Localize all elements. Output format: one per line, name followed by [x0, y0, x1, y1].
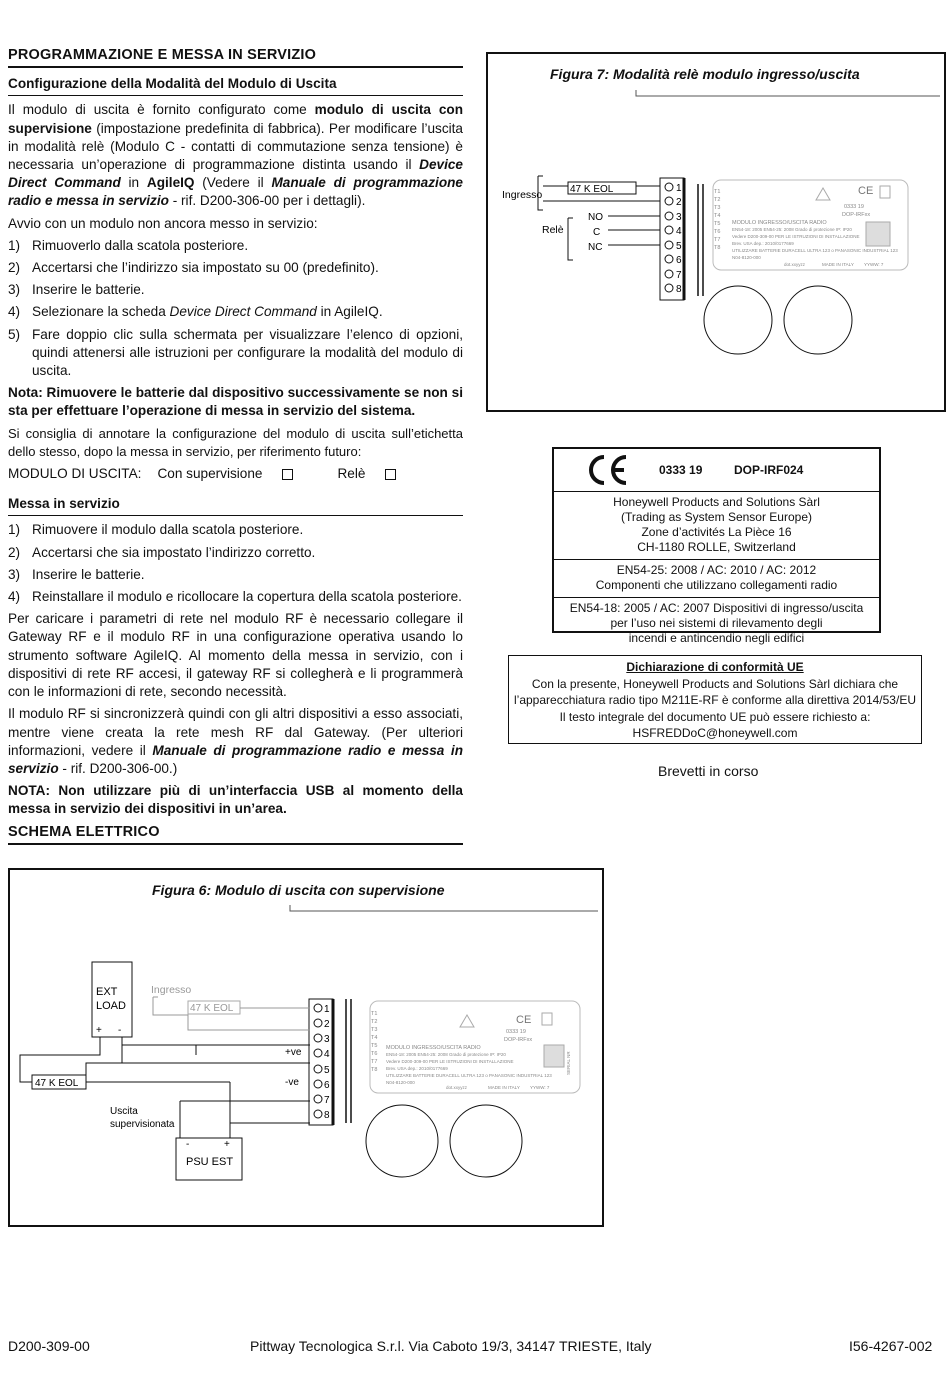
- declaration-line: l’apparecchiatura radio tipo M211E-RF è conforme alla direttiva 2014/53/EU: [514, 693, 916, 707]
- svg-text:T5: T5: [714, 221, 721, 227]
- list-item: 3) Inserire le batterie.: [8, 566, 145, 582]
- cert-code: 0333 19: [659, 463, 703, 477]
- svg-text:T1: T1: [371, 1011, 378, 1017]
- svg-text:EN54-18: 2005 EN54-25: 2008 Gr: EN54-18: 2005 EN54-25: 2008 Grado di protezione IP: IP20: [386, 1052, 506, 1057]
- declaration-email: HSFREDDoC@honeywell.com: [632, 726, 798, 740]
- relay-checkbox[interactable]: [385, 469, 396, 480]
- svg-text:T1: T1: [714, 189, 721, 195]
- svg-text:dot.xxyyzz: dot.xxyyzz: [784, 262, 806, 267]
- config-note: Nota: Rimuovere le batterie dal dispositivo successivamente se non si sta per effettuare l’operazione di messa in servizio del sistema.: [8, 385, 463, 419]
- f7-relay-label: Relè: [542, 224, 564, 236]
- svg-text:0333 19: 0333 19: [506, 1029, 526, 1035]
- psu-minus: -: [186, 1139, 190, 1150]
- svg-text:T6: T6: [714, 229, 721, 235]
- terminal-label: 4: [324, 1049, 330, 1060]
- terminal-label: 6: [676, 255, 682, 266]
- footer-doc-code: D200-309-00: [8, 1338, 90, 1354]
- f6-eol-top: 47 K EOL: [190, 1003, 234, 1014]
- svg-text:YYWW: 7: YYWW: 7: [530, 1085, 550, 1090]
- neg-ve-label: -ve: [285, 1077, 299, 1088]
- cert-standard-2: EN54-18: 2005 / AC: 2007 Dispositivi di ingresso/uscita per l’uso nei sistemi di rilevamento degli incendi e antincendio negli edifici: [569, 601, 864, 645]
- list-item: 4) Selezionare la scheda Device Direct Command in AgileIQ.: [8, 304, 383, 320]
- svg-text:CE: CE: [516, 1014, 532, 1026]
- terminal-label: 1: [676, 183, 682, 194]
- declaration-title: Dichiarazione di conformità UE: [626, 660, 804, 674]
- svg-text:MODULO INGRESSO/USCITA RADIO: MODULO INGRESSO/USCITA RADIO: [386, 1045, 481, 1051]
- svg-text:Vedere D200-309-00 PER LE ISTR: Vedere D200-309-00 PER LE ISTRUZIONI DI INSTALLAZIONE: [386, 1059, 514, 1064]
- commissioning-note: NOTA: Non utilizzare più di un’interfaccia USB al momento della messa in servizio dei dispositivi in un’area.: [8, 783, 463, 817]
- commissioning-paragraph-1: Per caricare i parametri di rete nel modulo RF è necessario collegare il Gateway RF e il modulo RF in una configurazione operativa usando lo strumento software AgileIQ. Al momento della messa in servizio, con i dispositivi di rete RF accesi, il gateway RF si collegherà e li programmerà con le informazioni di rete, secondo necessità.: [8, 611, 463, 700]
- f7-no-label: NO: [588, 212, 603, 223]
- terminal-label: 3: [324, 1034, 330, 1045]
- eu-declaration: [508, 655, 922, 744]
- terminal-label: 3: [676, 212, 682, 223]
- ext-load-plus: +: [96, 1025, 102, 1036]
- terminal-label: 4: [676, 226, 682, 237]
- f7-eol-label: 47 K EOL: [570, 184, 614, 195]
- mode-label: MODULO DI USCITA:: [8, 466, 142, 482]
- mode-options: [8, 465, 463, 483]
- svg-text:dot.xxyyzz: dot.xxyyzz: [446, 1085, 468, 1090]
- svg-text:Brev. USA dep.: 2010/0177669: Brev. USA dep.: 2010/0177669: [386, 1066, 448, 1071]
- supervised-checkbox[interactable]: [282, 469, 293, 480]
- terminal-label: 7: [676, 270, 682, 281]
- certification-label: [552, 447, 881, 645]
- cert-standard-1: EN54-25: 2008 / AC: 2010 / AC: 2012 Componenti che utilizzano collegamenti radio: [554, 560, 879, 598]
- figure-7-title: Figura 7: Modalità relè modulo ingresso/uscita: [550, 66, 860, 82]
- config-paragraph-3: Si consiglia di annotare la configurazione del modulo di uscita sull’etichetta dello stesso, dopo la messa in servizio, per riferimento futuro:: [8, 425, 463, 459]
- terminal-label: 5: [324, 1065, 330, 1076]
- svg-text:T3: T3: [371, 1027, 378, 1033]
- footer-part-number: I56-4267-002: [849, 1338, 933, 1354]
- supervised-output-label: supervisionata: [110, 1119, 175, 1130]
- ext-load-label: LOAD: [96, 1000, 126, 1012]
- terminal-label: 8: [676, 284, 682, 295]
- svg-text:T6: T6: [371, 1051, 378, 1057]
- cert-model: DOP-IRF024: [734, 463, 804, 477]
- svg-text:SERIAL NR: SERIAL NR: [566, 1051, 571, 1075]
- declaration-line: Con la presente, Honeywell Products and Solutions Sàrl dichiara che: [531, 676, 899, 691]
- supervised-output-label: Uscita: [110, 1106, 138, 1117]
- svg-text:EN54-18: 2005 EN54-25: 2008 Gr: EN54-18: 2005 EN54-25: 2008 Grado di protezione IP: IP20: [732, 227, 852, 232]
- ext-load-minus: -: [118, 1025, 122, 1036]
- svg-text:0333 19: 0333 19: [844, 204, 864, 210]
- f7-c-label: C: [593, 227, 601, 238]
- mode-option-relay: Relè: [337, 466, 366, 482]
- svg-text:CE: CE: [858, 185, 874, 197]
- svg-text:T7: T7: [371, 1059, 378, 1065]
- footer-address: Pittway Tecnologica S.r.l. Via Caboto 19/3, 34147 TRIESTE, Italy: [250, 1338, 652, 1354]
- f6-input-label: Ingresso: [151, 984, 192, 996]
- svg-text:T2: T2: [714, 197, 721, 203]
- svg-text:N04-8120-000: N04-8120-000: [386, 1080, 415, 1085]
- pos-ve-label: +ve: [285, 1047, 302, 1058]
- cert-address: Honeywell Products and Solutions Sàrl (Trading as System Sensor Europe) Zone d’activités La Pièce 16 CH-1180 ROLLE, Switzerland: [554, 492, 879, 560]
- config-paragraph-1: Il modulo di uscita è fornito configurato come modulo di uscita con supervisione (impostazione predefinita di fabbrica). Per modificare l’uscita in modalità relè (Modulo C - contatti di commutazione senza tensione) è necessaria un’operazione di programmazione distinta usando il Device Direct Command in AgileIQ (Vedere il Manuale di programmazione radio e messa in servizio - rif. D200-306-00 per i dettagli).: [8, 102, 463, 209]
- svg-text:T2: T2: [371, 1019, 378, 1025]
- svg-text:MADE IN ITALY: MADE IN ITALY: [822, 262, 854, 267]
- svg-text:Vedere D200-309-00 PER LE ISTR: Vedere D200-309-00 PER LE ISTRUZIONI DI INSTALLAZIONE: [732, 234, 860, 239]
- terminal-label: 1: [324, 1004, 330, 1015]
- list-item: 4) Reinstallare il modulo e ricollocare la copertura della scatola posteriore.: [8, 589, 462, 605]
- terminal-label: 6: [324, 1080, 330, 1091]
- left-column: [8, 46, 463, 852]
- cert-header: [554, 449, 879, 492]
- terminal-label: 7: [324, 1095, 330, 1106]
- svg-text:DOP-IRFxx: DOP-IRFxx: [842, 212, 871, 218]
- list-item: 2) Accertarsi che l’indirizzo sia impostato su 00 (predefinito).: [8, 260, 379, 276]
- svg-text:UTILIZZARE BATTERIE DURACELL U: UTILIZZARE BATTERIE DURACELL ULTRA 123 o PANASONIC INDUSTRIAL 123: [732, 248, 898, 253]
- psu-label: PSU EST: [186, 1156, 234, 1168]
- commissioning-paragraph-2: Il modulo RF si sincronizzerà quindi con gli altri dispositivi a esso associati, mentre viene creata la rete mesh RF dal Gateway. (Per ulteriori informazioni, vedere il Manuale di programmazione radio e messa in servizio - rif. D200-306-00.): [8, 706, 464, 776]
- svg-text:T4: T4: [371, 1035, 378, 1041]
- svg-text:DOP-IRFxx: DOP-IRFxx: [504, 1037, 533, 1043]
- svg-text:T5: T5: [371, 1043, 378, 1049]
- svg-text:T4: T4: [714, 213, 721, 219]
- figure-6-title: Figura 6: Modulo di uscita con supervisione: [152, 882, 445, 898]
- list-item: 1) Rimuoverlo dalla scatola posteriore.: [8, 237, 249, 253]
- list-item: 2) Accertarsi che sia impostato l’indirizzo corretto.: [8, 544, 316, 560]
- svg-text:T7: T7: [714, 237, 721, 243]
- svg-text:N04-8120-000: N04-8120-000: [732, 255, 761, 260]
- commissioning-heading: Messa in servizio: [8, 495, 463, 516]
- figure-7-diagram: [488, 90, 940, 406]
- svg-text:UTILIZZARE BATTERIE DURACELL U: UTILIZZARE BATTERIE DURACELL ULTRA 123 o PANASONIC INDUSTRIAL 123: [386, 1073, 552, 1078]
- list-item: 3) Inserire le batterie.: [8, 282, 145, 298]
- wiring-title: SCHEMA ELETTRICO: [8, 823, 463, 845]
- svg-text:YYWW: 7: YYWW: 7: [864, 262, 884, 267]
- svg-text:T8: T8: [714, 245, 721, 251]
- terminal-label: 8: [324, 1110, 330, 1121]
- terminal-label: 2: [324, 1019, 330, 1030]
- list-item: 1) Rimuovere il modulo dalla scatola posteriore.: [8, 522, 304, 538]
- svg-text:MADE IN ITALY: MADE IN ITALY: [488, 1085, 520, 1090]
- terminal-label: 5: [676, 241, 682, 252]
- ext-load-label: EXT: [96, 986, 118, 998]
- figure-6-diagram: [10, 905, 598, 1221]
- svg-text:T8: T8: [371, 1067, 378, 1073]
- declaration-line: Il testo integrale del documento UE può essere richiesto a:: [559, 709, 871, 724]
- f7-input-label: Ingresso: [502, 189, 543, 201]
- svg-text:MODULO INGRESSO/USCITA RADIO: MODULO INGRESSO/USCITA RADIO: [732, 220, 827, 226]
- svg-text:T3: T3: [714, 205, 721, 211]
- section-title: PROGRAMMAZIONE E MESSA IN SERVIZIO: [8, 46, 463, 68]
- list-item: 5) Fare doppio clic sulla schermata per visualizzare l’elenco di opzioni, quindi attenersi alle istruzioni per configurare la modalità del modulo di uscita.: [8, 326, 463, 379]
- svg-text:Brev. USA dep.: 2010/0177669: Brev. USA dep.: 2010/0177669: [732, 241, 794, 246]
- config-heading: Configurazione della Modalità del Modulo di Uscita: [8, 75, 463, 96]
- f6-eol-left: 47 K EOL: [35, 1078, 79, 1089]
- config-paragraph-2: Avvio con un modulo non ancora messo in servizio:: [8, 215, 318, 231]
- mode-option-supervised: Con supervisione: [157, 466, 263, 482]
- patents-text: Brevetti in corso: [658, 763, 759, 779]
- terminal-label: 2: [676, 197, 682, 208]
- ce-mark-icon: [584, 453, 630, 487]
- f7-nc-label: NC: [588, 242, 603, 253]
- psu-plus: +: [224, 1139, 230, 1150]
